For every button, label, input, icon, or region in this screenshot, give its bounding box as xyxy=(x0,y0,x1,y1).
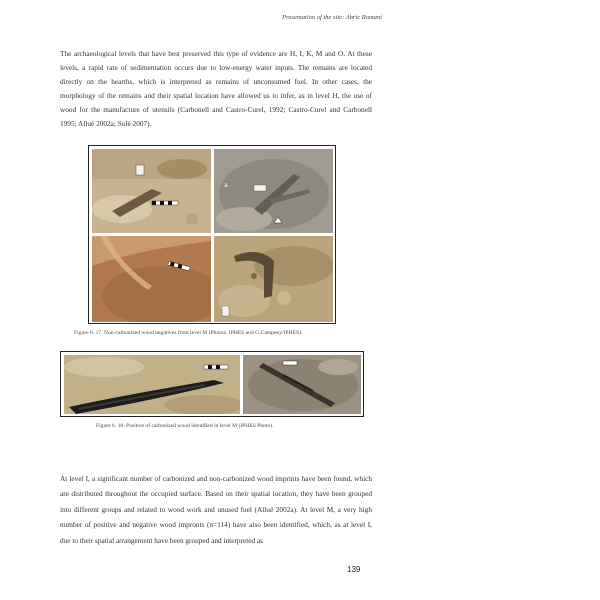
photo-wood-negative-2 xyxy=(214,149,333,233)
body-paragraph-2: At level I, a significant number of carbonized and non-carbonized wood imprints have been found, which are distributed throughout the occupied surface. Based on their spatial location, they have been grouped into different groups and related to wood work and unused fuel (Allué 2002a). At level M, a very high number of positive and negative wood impronts (n=114) have also been identified, which, as at level I, due to their spatial arrangement have been grouped and interpreted as xyxy=(60,474,372,545)
photo-carbonized-wood-1 xyxy=(64,355,240,414)
photo-wood-negative-3 xyxy=(92,236,211,322)
figure-6-18 xyxy=(60,351,364,417)
running-header: Presentation of the site: Abric Romaní xyxy=(282,14,382,21)
figure-6-17 xyxy=(88,145,336,324)
body-paragraph-1: The archaeological levels that have best preserved this type of evidence are H, I, K, M and O. At these levels, a rapid rate of sedimentation occurs due to low-energy water inputs. The remains are located directly on the hearths, which is interpreted as remains of unconsumed fuel. In other cases, the morphology of the remains and their spatial location have allowed us to infer, as in level H, the use of wood for the manufacture of utensils (Carbonell and Castro-Curel, 1992; Castro-Curel and Carbonell 1995; Allué 2002a; Solé 2007). xyxy=(60,49,372,129)
photo-wood-negative-1 xyxy=(92,149,211,233)
photo-carbonized-wood-2 xyxy=(243,355,361,414)
svg-text:a: a xyxy=(224,182,228,189)
figure-6-17-caption: Figure 6. 17. Non-carbonized wood negatives from level M (Photos: IPHES and G.Campeny/IPHES). xyxy=(74,330,303,336)
page-number: 139 xyxy=(347,565,361,574)
figure-6-18-caption: Figure 6. 18. Positive of carbonized wood identified in level M (IPHES Photo). xyxy=(96,423,274,429)
photo-wood-negative-4 xyxy=(214,236,333,322)
